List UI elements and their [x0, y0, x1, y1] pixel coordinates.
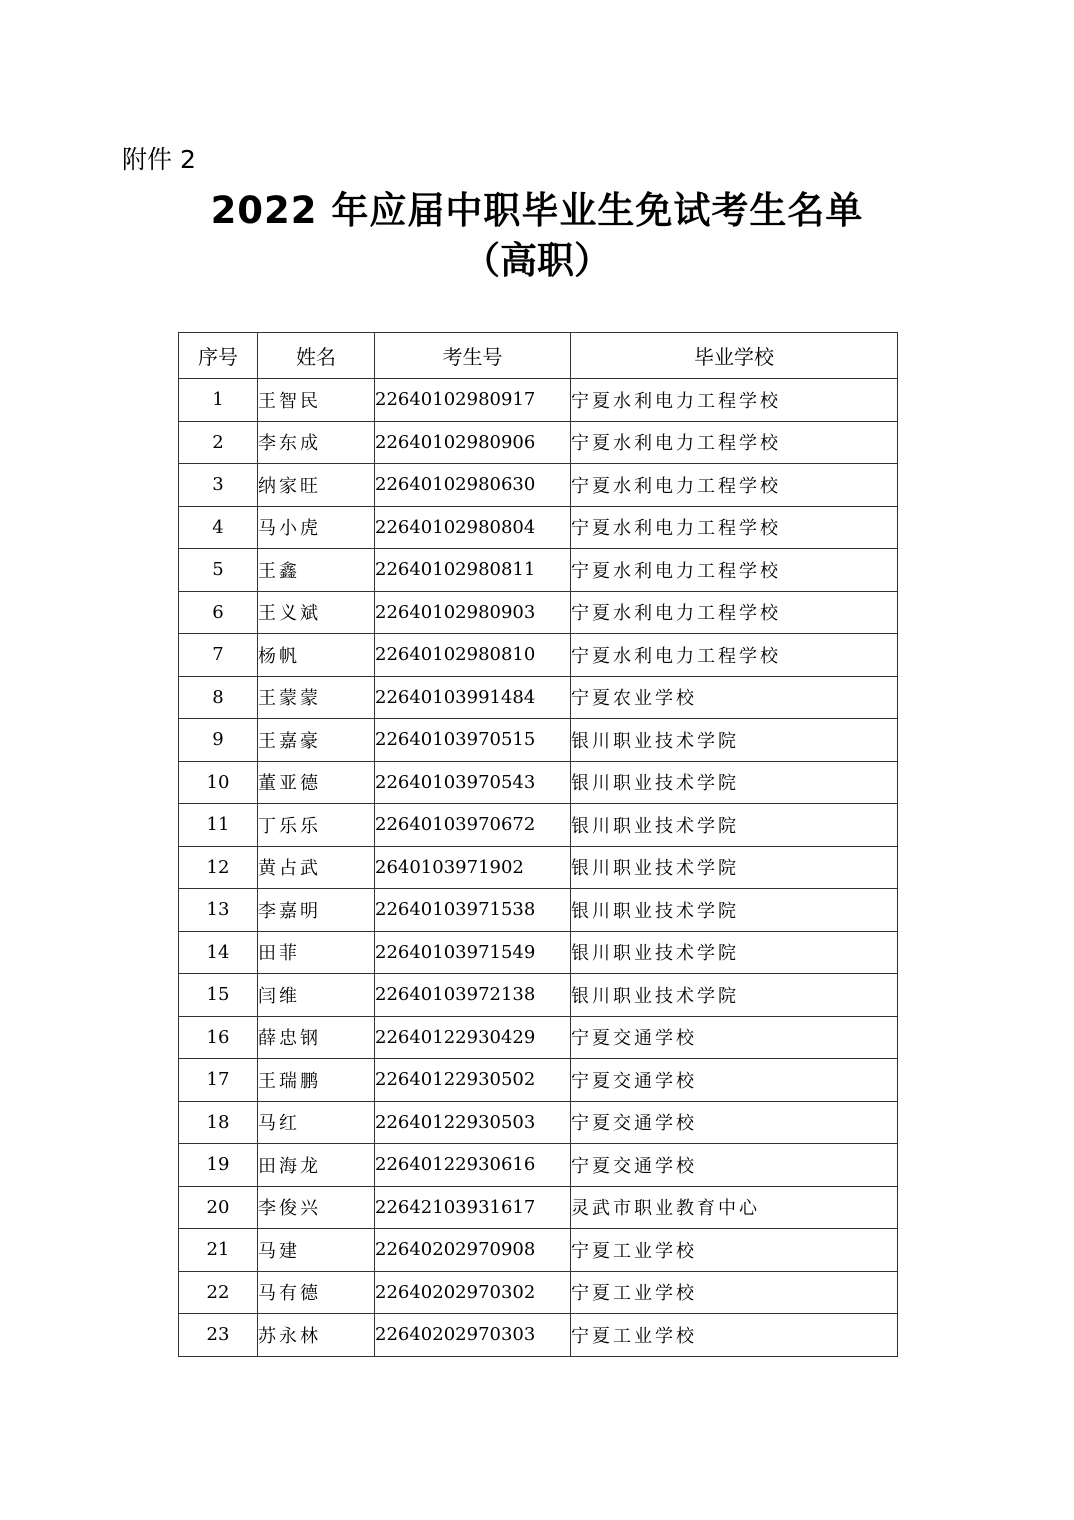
cell-exam-id: 22640122930503 — [375, 1101, 571, 1144]
cell-school: 宁夏交通学校 — [571, 1016, 898, 1059]
cell-school: 宁夏工业学校 — [571, 1314, 898, 1357]
table-row — [179, 846, 898, 889]
cell-exam-id: 22640103991484 — [375, 676, 571, 719]
cell-school: 宁夏水利电力工程学校 — [571, 506, 898, 549]
cell-school: 银川职业技术学院 — [571, 931, 898, 974]
cell-school: 宁夏工业学校 — [571, 1271, 898, 1314]
cell-exam-id: 22640103970515 — [375, 719, 571, 762]
cell-school: 银川职业技术学院 — [571, 846, 898, 889]
cell-seq: 8 — [179, 676, 258, 719]
cell-name: 苏永林 — [258, 1314, 375, 1357]
cell-school: 宁夏水利电力工程学校 — [571, 549, 898, 592]
table-row — [179, 464, 898, 507]
table-row — [179, 931, 898, 974]
cell-school: 银川职业技术学院 — [571, 719, 898, 762]
document-title: 2022 年应届中职毕业生免试考生名单 — [210, 189, 864, 232]
cell-school: 宁夏交通学校 — [571, 1101, 898, 1144]
cell-exam-id: 22640102980903 — [375, 591, 571, 634]
cell-name: 王蒙蒙 — [258, 676, 375, 719]
cell-exam-id: 22640103971549 — [375, 931, 571, 974]
cell-name: 马有德 — [258, 1271, 375, 1314]
candidate-table — [178, 332, 898, 1357]
header-seq: 序号 — [179, 333, 258, 379]
cell-name: 丁乐乐 — [258, 804, 375, 847]
cell-exam-id: 22640202970303 — [375, 1314, 571, 1357]
cell-exam-id: 22640122930502 — [375, 1059, 571, 1102]
cell-seq: 23 — [179, 1314, 258, 1357]
cell-school: 银川职业技术学院 — [571, 804, 898, 847]
cell-name: 王义斌 — [258, 591, 375, 634]
cell-name: 李东成 — [258, 421, 375, 464]
cell-name: 黄占武 — [258, 846, 375, 889]
cell-name: 马小虎 — [258, 506, 375, 549]
cell-school: 宁夏水利电力工程学校 — [571, 379, 898, 422]
cell-exam-id: 22640202970908 — [375, 1229, 571, 1272]
table-row — [179, 804, 898, 847]
cell-seq: 5 — [179, 549, 258, 592]
cell-seq: 11 — [179, 804, 258, 847]
cell-exam-id: 22640122930429 — [375, 1016, 571, 1059]
cell-school: 宁夏工业学校 — [571, 1229, 898, 1272]
table-row — [179, 1101, 898, 1144]
cell-exam-id: 22640102980810 — [375, 634, 571, 677]
cell-exam-id: 22640103971538 — [375, 889, 571, 932]
cell-name: 王瑞鹏 — [258, 1059, 375, 1102]
cell-exam-id: 22640102980906 — [375, 421, 571, 464]
cell-name: 马建 — [258, 1229, 375, 1272]
cell-seq: 13 — [179, 889, 258, 932]
cell-seq: 14 — [179, 931, 258, 974]
table-row — [179, 506, 898, 549]
cell-name: 王鑫 — [258, 549, 375, 592]
cell-seq: 6 — [179, 591, 258, 634]
cell-seq: 19 — [179, 1144, 258, 1187]
cell-seq: 17 — [179, 1059, 258, 1102]
cell-name: 杨帆 — [258, 634, 375, 677]
table-row — [179, 889, 898, 932]
cell-name: 田菲 — [258, 931, 375, 974]
attachment-label: 附件 2 — [122, 145, 196, 174]
cell-name: 纳家旺 — [258, 464, 375, 507]
table-row — [179, 1016, 898, 1059]
table-row — [179, 379, 898, 422]
cell-exam-id: 2640103971902 — [375, 846, 571, 889]
table-row — [179, 421, 898, 464]
cell-seq: 10 — [179, 761, 258, 804]
table-row — [179, 974, 898, 1017]
cell-seq: 15 — [179, 974, 258, 1017]
cell-school: 银川职业技术学院 — [571, 974, 898, 1017]
document-subtitle: （高职） — [463, 239, 611, 282]
cell-school: 宁夏交通学校 — [571, 1059, 898, 1102]
table-row — [179, 1229, 898, 1272]
cell-seq: 9 — [179, 719, 258, 762]
table-row — [179, 676, 898, 719]
header-exam-id: 考生号 — [375, 333, 571, 379]
cell-seq: 22 — [179, 1271, 258, 1314]
cell-exam-id: 22642103931617 — [375, 1186, 571, 1229]
table-row — [179, 719, 898, 762]
cell-exam-id: 22640102980630 — [375, 464, 571, 507]
cell-exam-id: 22640122930616 — [375, 1144, 571, 1187]
cell-school: 宁夏交通学校 — [571, 1144, 898, 1187]
cell-school: 宁夏水利电力工程学校 — [571, 591, 898, 634]
cell-school: 宁夏农业学校 — [571, 676, 898, 719]
header-name: 姓名 — [258, 333, 375, 379]
cell-exam-id: 22640103970543 — [375, 761, 571, 804]
cell-school: 宁夏水利电力工程学校 — [571, 634, 898, 677]
cell-school: 银川职业技术学院 — [571, 761, 898, 804]
cell-name: 田海龙 — [258, 1144, 375, 1187]
cell-exam-id: 22640102980804 — [375, 506, 571, 549]
cell-name: 薛忠钢 — [258, 1016, 375, 1059]
cell-school: 宁夏水利电力工程学校 — [571, 464, 898, 507]
cell-seq: 2 — [179, 421, 258, 464]
cell-name: 马红 — [258, 1101, 375, 1144]
cell-school: 宁夏水利电力工程学校 — [571, 421, 898, 464]
cell-seq: 12 — [179, 846, 258, 889]
cell-exam-id: 22640202970302 — [375, 1271, 571, 1314]
cell-name: 王嘉豪 — [258, 719, 375, 762]
table-row — [179, 591, 898, 634]
cell-name: 闫维 — [258, 974, 375, 1017]
table-row — [179, 1271, 898, 1314]
cell-seq: 3 — [179, 464, 258, 507]
cell-exam-id: 22640103972138 — [375, 974, 571, 1017]
table-header-row — [179, 333, 898, 379]
cell-seq: 4 — [179, 506, 258, 549]
cell-school: 银川职业技术学院 — [571, 889, 898, 932]
table-row — [179, 1314, 898, 1357]
table-row — [179, 1059, 898, 1102]
cell-name: 董亚德 — [258, 761, 375, 804]
cell-seq: 16 — [179, 1016, 258, 1059]
table-row — [179, 761, 898, 804]
cell-exam-id: 22640103970672 — [375, 804, 571, 847]
cell-seq: 18 — [179, 1101, 258, 1144]
table-row — [179, 634, 898, 677]
cell-exam-id: 22640102980917 — [375, 379, 571, 422]
table-body — [179, 379, 898, 1357]
cell-seq: 7 — [179, 634, 258, 677]
cell-exam-id: 22640102980811 — [375, 549, 571, 592]
cell-name: 李俊兴 — [258, 1186, 375, 1229]
cell-seq: 20 — [179, 1186, 258, 1229]
header-school: 毕业学校 — [571, 333, 898, 379]
table-row — [179, 549, 898, 592]
cell-seq: 21 — [179, 1229, 258, 1272]
cell-seq: 1 — [179, 379, 258, 422]
cell-name: 王智民 — [258, 379, 375, 422]
table-row — [179, 1144, 898, 1187]
cell-school: 灵武市职业教育中心 — [571, 1186, 898, 1229]
table-row — [179, 1186, 898, 1229]
cell-name: 李嘉明 — [258, 889, 375, 932]
